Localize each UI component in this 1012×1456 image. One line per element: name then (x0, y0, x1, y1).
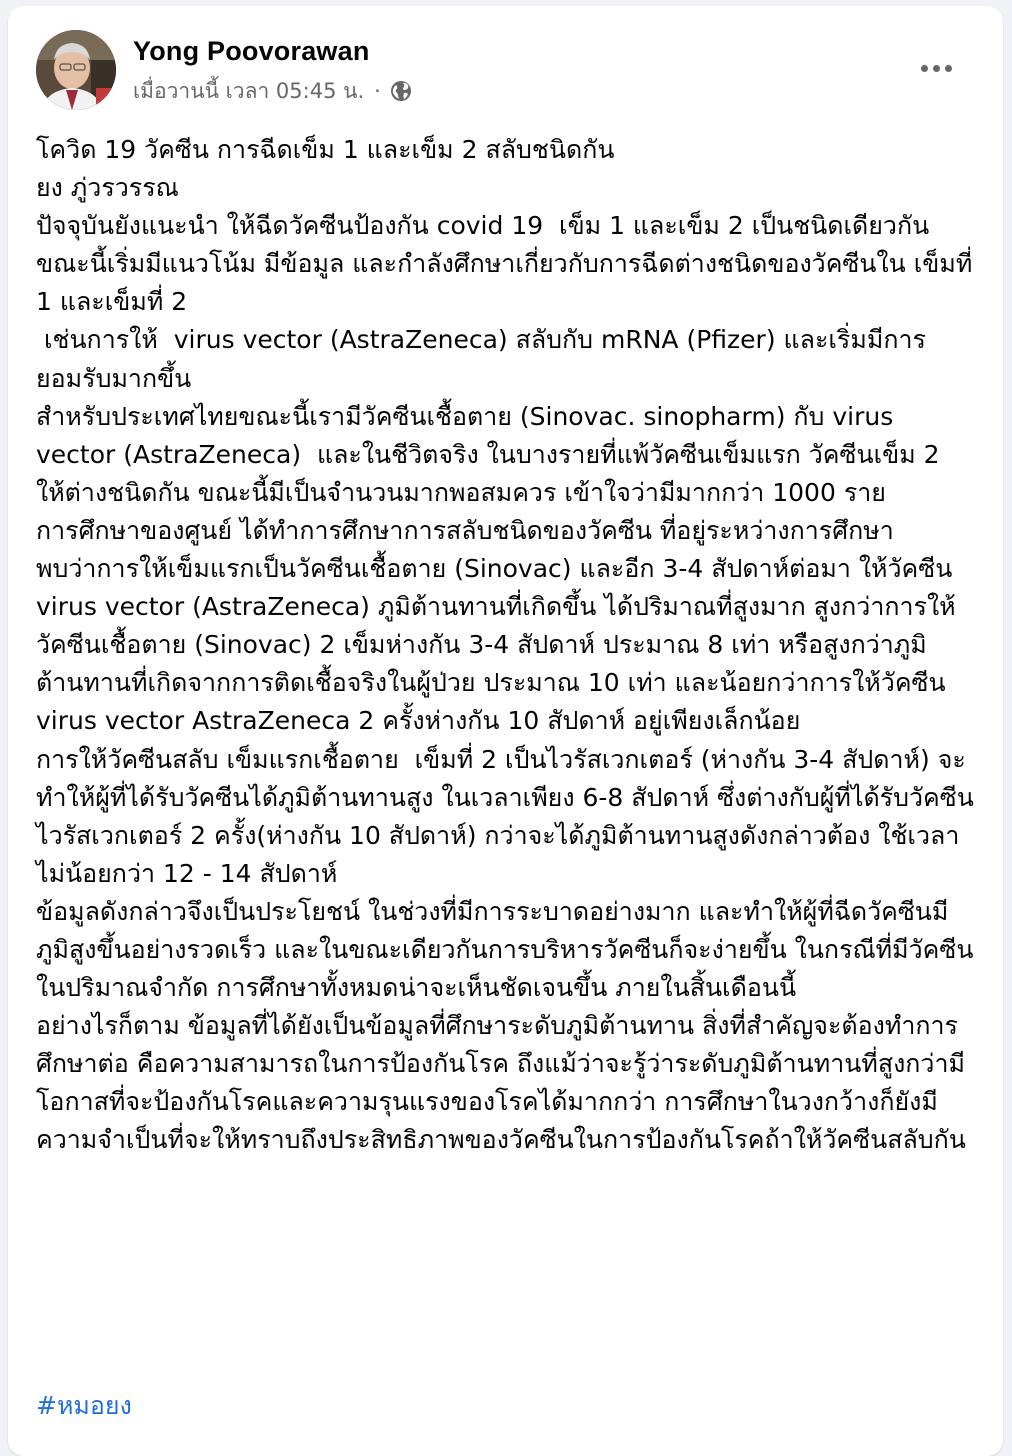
post-paragraph: พบว่าการให้เข็มแรกเป็นวัคซีนเชื้อตาย (Sinovac) และอีก 3-4 สัปดาห์ต่อมา ให้วัคซีน virus vector (AstraZeneca) ภูมิต้านทานที่เกิดขึ้น ได้ปริมาณที่สูงมาก สูงกว่าการให้วัคซีนเชื้อตาย (Sinovac) 2 เข็มห่างกัน 3-4 สัปดาห์ ประมาณ 8 เท่า หรือสูงกว่าภูมิต้านทานที่เกิดจากการติดเชื้อจริงในผู้ป่วย ประมาณ 10 เท่า และน้อยกว่าการให้วัคซีน virus vector AstraZeneca 2 ครั้งห่างกัน 10 สัปดาห์ อยู่เพียงเล็กน้อย (36, 554, 961, 736)
post-paragraph: ข้อมูลดังกล่าวจึงเป็นประโยชน์ ในช่วงที่มีการระบาดอย่างมาก และทำให้ผู้ที่ฉีดวัคซีนมีภูมิสูงขึ้นอย่างรวดเร็ว และในขณะเดียวกันการบริหารวัคซีนก็จะง่ายขึ้น ในกรณีที่มีวัคซีน ในปริมาณจำกัด การศึกษาทั้งหมดน่าจะเห็นชัดเจนขึ้น ภายในสิ้นเดือนนี้ (36, 896, 982, 1003)
post-text (36, 131, 982, 1160)
author-name[interactable]: Yong Poovorawan (133, 36, 370, 66)
post-paragraph: เช่นการให้ virus vector (AstraZeneca) สลับกับ mRNA (Pfizer) และเริ่มมีการยอมรับมากขึ้น (36, 325, 926, 393)
more-options-dot (945, 65, 952, 72)
post-paragraph: การศึกษาของศูนย์ ได้ทำการศึกษาการสลับชนิดของวัคซีน ที่อยู่ระหว่างการศึกษา (36, 515, 894, 545)
post-card (8, 6, 1003, 1456)
post-paragraph: ยง ภู่วรวรรณ (36, 173, 179, 203)
meta-separator: · (374, 79, 381, 103)
globe-icon[interactable] (389, 79, 413, 103)
more-options-icon (921, 65, 928, 72)
post-paragraph: ปัจจุบันยังแนะนำ ให้ฉีดวัคซีนป้องกัน covid 19 เข็ม 1 และเข็ม 2 เป็นชนิดเดียวกัน (36, 211, 930, 241)
post-paragraph: การให้วัคซีนสลับ เข็มแรกเชื้อตาย เข็มที่ 2 เป็นไวรัสเวกเตอร์ (ห่างกัน 3-4 สัปดาห์) จะทำให้ผู้ที่ได้รับวัคซีนได้ภูมิต้านทานสูง ในเวลาเพียง 6-8 สัปดาห์ ซึ่งต่างกับผู้ที่ได้รับวัคซีนไวรัสเวกเตอร์ 2 ครั้ง(ห่างกัน 10 สัปดาห์) กว่าจะได้ภูมิต้านทานสูงดังกล่าวต้อง ใช้เวลาไม่น้อยกว่า 12 - 14 สัปดาห์ (36, 744, 974, 888)
post-meta (133, 76, 413, 106)
author-avatar[interactable] (36, 30, 116, 110)
more-options-dot (933, 65, 940, 72)
post-timestamp[interactable]: เมื่อวานนี้ เวลา 05:45 น. (133, 78, 365, 103)
post-paragraph: ขณะนี้เริ่มมีแนวโน้ม มีข้อมูล และกำลังศึกษาเกี่ยวกับการฉีดต่างชนิดของวัคซีนใน เข็มที่ 1 และเข็มที่ 2 (36, 249, 981, 317)
post-paragraph: สำหรับประเทศไทยขณะนี้เรามีวัคซีนเชื้อตาย (Sinovac. sinopharm) กับ virus vector (AstraZeneca) และในชีวิตจริง ในบางรายที่แพ้วัคซีนเข็มแรก วัคซีนเข็ม 2 ให้ต่างชนิดกัน ขณะนี้มีเป็นจำนวนมากพอสมควร เข้าใจว่ามีมากกว่า 1000 ราย (36, 401, 948, 507)
more-options-button[interactable] (908, 48, 964, 88)
hashtag-link[interactable]: #หมอยง (36, 1391, 132, 1420)
avatar-photo (36, 30, 116, 110)
post-paragraph: อย่างไรก็ตาม ข้อมูลที่ได้ยังเป็นข้อมูลที่ศึกษาระดับภูมิต้านทาน สิ่งที่สำคัญจะต้องทำการศึกษาต่อ คือความสามารถในการป้องกันโรค ถึงแม้ว่าจะรู้ว่าระดับภูมิต้านทานที่สูงกว่ามีโอกาสที่จะป้องกันโรคและความรุนแรงของโรคได้มากกว่า การศึกษาในวงกว้างก็ยังมีความจำเป็นที่จะให้ทราบถึงประสิทธิภาพของวัคซีนในการป้องกันโรคถ้าให้วัคซีนสลับกัน (36, 1011, 966, 1155)
post-paragraph: โควิด 19 วัคซีน การฉีดเข็ม 1 และเข็ม 2 สลับชนิดกัน (36, 135, 615, 164)
